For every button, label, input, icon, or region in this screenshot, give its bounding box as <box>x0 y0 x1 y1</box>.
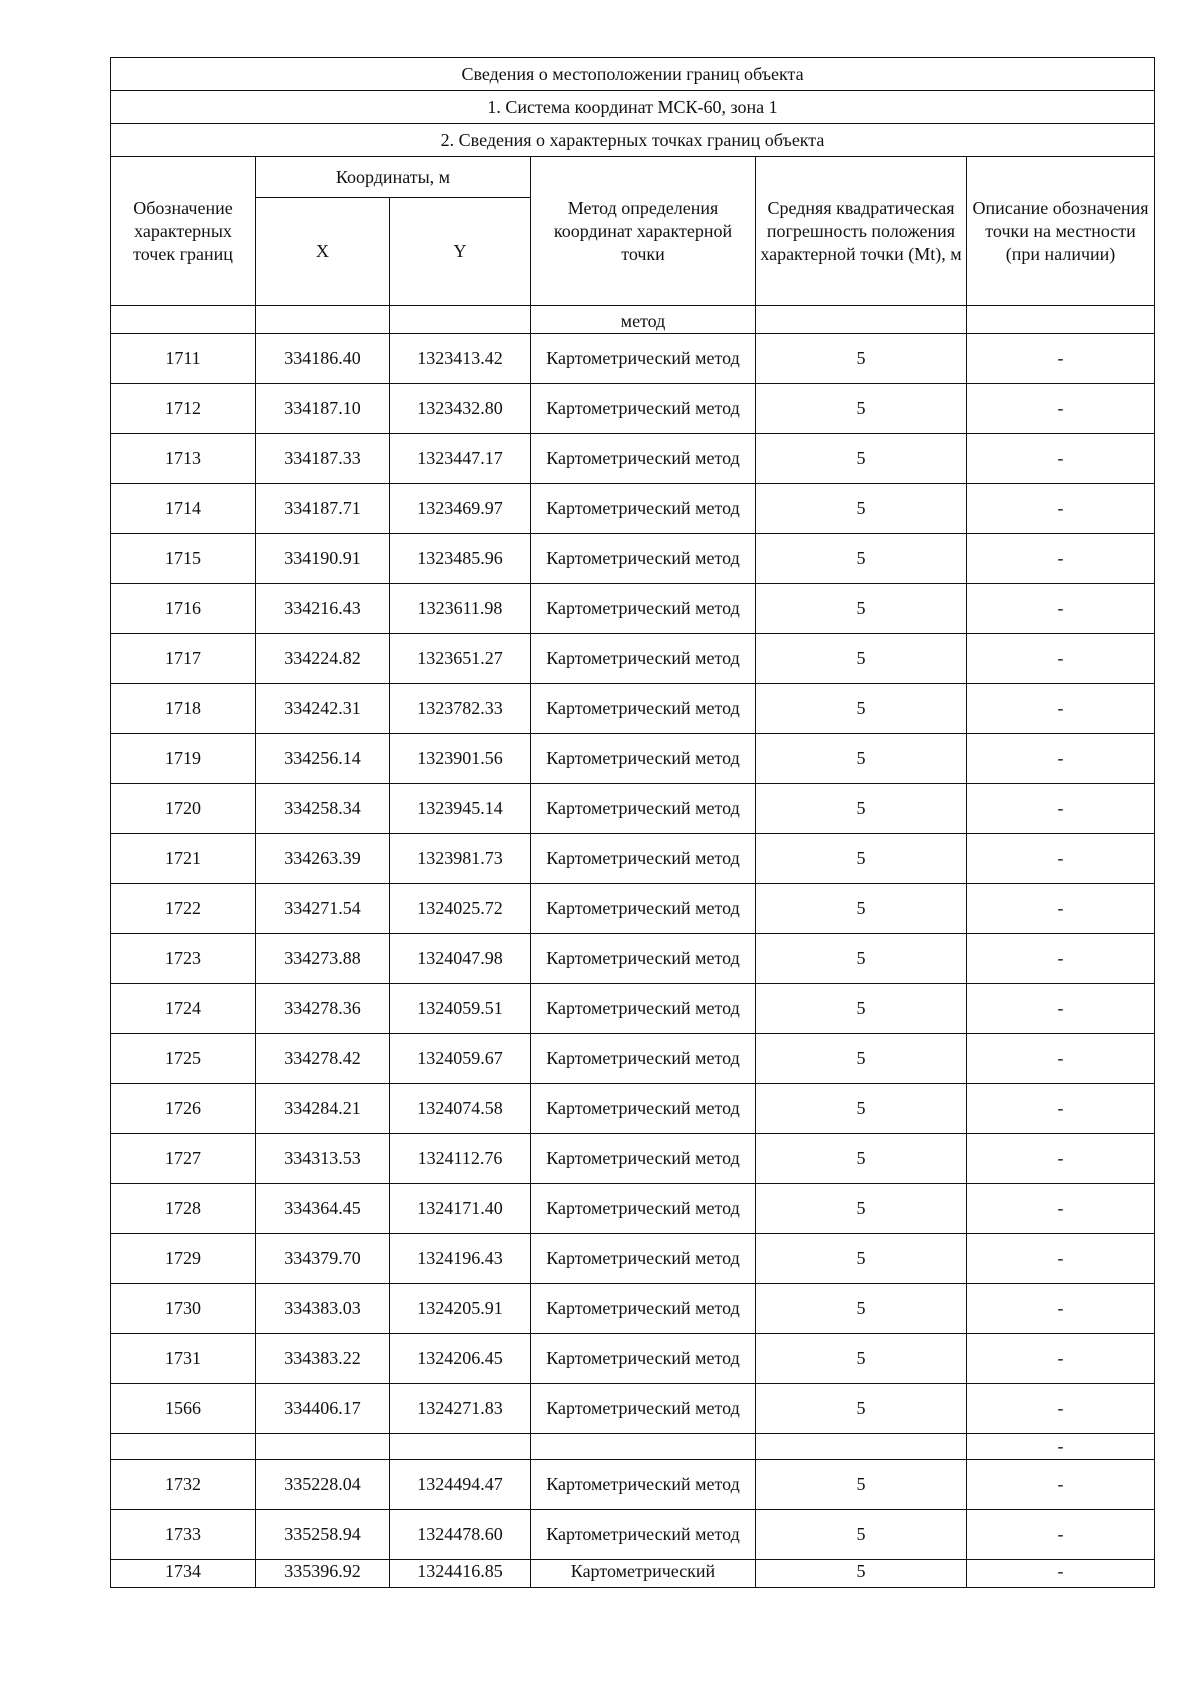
table-row <box>111 1384 1155 1434</box>
cell-y: 1323432.80 <box>390 384 531 434</box>
cell-point-id: 1729 <box>111 1234 256 1284</box>
cell-description: - <box>967 484 1155 534</box>
cell-x: 335228.04 <box>256 1460 390 1510</box>
cell-method: Картометрический метод <box>531 1234 756 1284</box>
cell-y: 1323485.96 <box>390 534 531 584</box>
cell-y: 1324416.85 <box>390 1560 531 1588</box>
cell-description: - <box>967 534 1155 584</box>
cell-x: 334379.70 <box>256 1234 390 1284</box>
cell-y: 1323447.17 <box>390 434 531 484</box>
cell-method: Картометрический метод <box>531 884 756 934</box>
table-row <box>111 1460 1155 1510</box>
cell-description: - <box>967 1460 1155 1510</box>
cell-description: - <box>967 584 1155 634</box>
cell-x: 334406.17 <box>256 1384 390 1434</box>
cell-method: Картометрический метод <box>531 684 756 734</box>
cell-point-id: 1727 <box>111 1134 256 1184</box>
cell-point-id: 1731 <box>111 1334 256 1384</box>
cell-x: 334271.54 <box>256 884 390 934</box>
cell-y: 1323782.33 <box>390 684 531 734</box>
cell-error: 5 <box>756 1510 967 1560</box>
cell-method: Картометрический метод <box>531 534 756 584</box>
cell-y: 1324112.76 <box>390 1134 531 1184</box>
title-row <box>111 58 1155 91</box>
cell-x: 334186.40 <box>256 334 390 384</box>
cell-description: - <box>967 634 1155 684</box>
cell-error: 5 <box>756 984 967 1034</box>
cell-empty <box>756 1434 967 1460</box>
cell-empty <box>531 1434 756 1460</box>
cell-x: 334187.10 <box>256 384 390 434</box>
cell-error: 5 <box>756 384 967 434</box>
cell-point-id: 1714 <box>111 484 256 534</box>
cell-method: Картометрический метод <box>531 984 756 1034</box>
table-row <box>111 1034 1155 1084</box>
cell-empty <box>390 306 531 334</box>
cell-method: Картометрический метод <box>531 1134 756 1184</box>
coordinate-system-title: 1. Система координат МСК-60, зона 1 <box>111 91 1155 124</box>
boundary-points-table <box>110 57 1155 1588</box>
cell-y: 1323651.27 <box>390 634 531 684</box>
cell-y: 1323945.14 <box>390 784 531 834</box>
separator-row <box>111 1434 1155 1460</box>
cell-method: Картометрический метод <box>531 1460 756 1510</box>
cell-method: Картометрический метод <box>531 634 756 684</box>
cell-method: Картометрический метод <box>531 334 756 384</box>
cell-error: 5 <box>756 684 967 734</box>
cell-point-id: 1728 <box>111 1184 256 1234</box>
cell-point-id: 1732 <box>111 1460 256 1510</box>
cell-y: 1324494.47 <box>390 1460 531 1510</box>
cell-description: - <box>967 1510 1155 1560</box>
cell-x: 334258.34 <box>256 784 390 834</box>
cell-error: 5 <box>756 1184 967 1234</box>
cell-description: - <box>967 1560 1155 1588</box>
cell-method: Картометрический метод <box>531 1034 756 1084</box>
table-row <box>111 1134 1155 1184</box>
cell-method: Картометрический метод <box>531 734 756 784</box>
cell-y: 1324271.83 <box>390 1384 531 1434</box>
cell-point-id: 1722 <box>111 884 256 934</box>
system-row <box>111 91 1155 124</box>
cell-method: Картометрический метод <box>531 484 756 534</box>
cell-error: 5 <box>756 1334 967 1384</box>
cell-error: 5 <box>756 534 967 584</box>
table-body <box>111 58 1155 1588</box>
cell-point-id: 1724 <box>111 984 256 1034</box>
cell-error: 5 <box>756 1284 967 1334</box>
table-row <box>111 984 1155 1034</box>
cell-description: - <box>967 1284 1155 1334</box>
table-row <box>111 684 1155 734</box>
cell-description: - <box>967 334 1155 384</box>
cell-description: - <box>967 1234 1155 1284</box>
cell-point-id: 1720 <box>111 784 256 834</box>
cell-point-id: 1730 <box>111 1284 256 1334</box>
table-row <box>111 784 1155 834</box>
cell-description: - <box>967 834 1155 884</box>
cell-empty <box>390 1434 531 1460</box>
cell-description: - <box>967 1384 1155 1434</box>
table-row <box>111 434 1155 484</box>
cell-description: - <box>967 734 1155 784</box>
table-row <box>111 534 1155 584</box>
table-row <box>111 1510 1155 1560</box>
header-x: X <box>256 198 390 306</box>
cell-point-id: 1715 <box>111 534 256 584</box>
cell-point-id: 1718 <box>111 684 256 734</box>
table-row <box>111 934 1155 984</box>
cell-x: 334278.36 <box>256 984 390 1034</box>
table-row <box>111 1284 1155 1334</box>
cell-point-id: 1733 <box>111 1510 256 1560</box>
cell-description: - <box>967 384 1155 434</box>
cell-error: 5 <box>756 334 967 384</box>
cell-y: 1324205.91 <box>390 1284 531 1334</box>
table-row <box>111 384 1155 434</box>
cell-x: 334284.21 <box>256 1084 390 1134</box>
cell-point-id: 1713 <box>111 434 256 484</box>
cell-empty <box>111 306 256 334</box>
cell-y: 1323469.97 <box>390 484 531 534</box>
table-row <box>111 334 1155 384</box>
cell-y: 1324059.67 <box>390 1034 531 1084</box>
cell-point-id: 1723 <box>111 934 256 984</box>
cell-description: - <box>967 1184 1155 1234</box>
cell-description: - <box>967 1434 1155 1460</box>
cell-point-id: 1717 <box>111 634 256 684</box>
cell-method: Картометрический метод <box>531 434 756 484</box>
header-coordinates: Координаты, м <box>256 157 531 198</box>
cell-x: 334313.53 <box>256 1134 390 1184</box>
cell-error: 5 <box>756 934 967 984</box>
cell-description: - <box>967 1034 1155 1084</box>
header-y: Y <box>390 198 531 306</box>
cell-method: метод <box>531 306 756 334</box>
cell-method: Картометрический метод <box>531 784 756 834</box>
cell-method: Картометрический метод <box>531 384 756 434</box>
cell-method: Картометрический метод <box>531 1384 756 1434</box>
cell-x: 334383.03 <box>256 1284 390 1334</box>
cell-error: 5 <box>756 884 967 934</box>
cell-description: - <box>967 1134 1155 1184</box>
cell-description: - <box>967 1334 1155 1384</box>
table-row <box>111 634 1155 684</box>
cell-y: 1323981.73 <box>390 834 531 884</box>
cell-x: 335258.94 <box>256 1510 390 1560</box>
cell-description: - <box>967 784 1155 834</box>
table-row <box>111 884 1155 934</box>
cell-error: 5 <box>756 434 967 484</box>
cell-error: 5 <box>756 1034 967 1084</box>
table-row <box>111 1334 1155 1384</box>
cell-x: 334242.31 <box>256 684 390 734</box>
cell-point-id: 1716 <box>111 584 256 634</box>
cell-y: 1324196.43 <box>390 1234 531 1284</box>
cell-y: 1324047.98 <box>390 934 531 984</box>
cell-description: - <box>967 434 1155 484</box>
cell-error: 5 <box>756 1460 967 1510</box>
table-row <box>111 484 1155 534</box>
cell-method: Картометрический метод <box>531 934 756 984</box>
cell-point-id: 1712 <box>111 384 256 434</box>
table-row <box>111 1084 1155 1134</box>
cell-method: Картометрический метод <box>531 834 756 884</box>
cell-point-id: 1726 <box>111 1084 256 1134</box>
cell-description: - <box>967 884 1155 934</box>
cell-error: 5 <box>756 634 967 684</box>
table-row <box>111 734 1155 784</box>
cell-x: 334216.43 <box>256 584 390 634</box>
cell-empty <box>967 306 1155 334</box>
cell-empty <box>111 1434 256 1460</box>
cell-description: - <box>967 684 1155 734</box>
cell-description: - <box>967 984 1155 1034</box>
points-section-title: 2. Сведения о характерных точках границ объекта <box>111 124 1155 157</box>
cell-y: 1324074.58 <box>390 1084 531 1134</box>
cell-x: 334278.42 <box>256 1034 390 1084</box>
cell-empty <box>756 306 967 334</box>
table-row <box>111 584 1155 634</box>
cell-method: Картометрический метод <box>531 1284 756 1334</box>
cell-y: 1324206.45 <box>390 1334 531 1384</box>
cell-y: 1323901.56 <box>390 734 531 784</box>
continuation-row <box>111 306 1155 334</box>
header-error: Средняя квадратическая погрешность положения характерной точки (Mt), м <box>756 157 967 306</box>
cell-empty <box>256 1434 390 1460</box>
cell-x: 334190.91 <box>256 534 390 584</box>
table-row <box>111 1234 1155 1284</box>
header-method: Метод определения координат характерной точки <box>531 157 756 306</box>
cell-y: 1324059.51 <box>390 984 531 1034</box>
cell-x: 334263.39 <box>256 834 390 884</box>
cell-error: 5 <box>756 834 967 884</box>
cell-method: Картометрический метод <box>531 1510 756 1560</box>
cell-y: 1324171.40 <box>390 1184 531 1234</box>
cell-empty <box>256 306 390 334</box>
cell-error: 5 <box>756 784 967 834</box>
cell-error: 5 <box>756 584 967 634</box>
cell-x: 334187.33 <box>256 434 390 484</box>
cell-x: 334187.71 <box>256 484 390 534</box>
cell-point-id: 1734 <box>111 1560 256 1588</box>
cell-y: 1323413.42 <box>390 334 531 384</box>
cell-y: 1324478.60 <box>390 1510 531 1560</box>
cell-method: Картометрический метод <box>531 1334 756 1384</box>
header-point-id: Обозначение характерных точек границ <box>111 157 256 306</box>
cell-description: - <box>967 1084 1155 1134</box>
cell-error: 5 <box>756 484 967 534</box>
header-row-1 <box>111 157 1155 198</box>
cell-x: 334364.45 <box>256 1184 390 1234</box>
table-row <box>111 1560 1155 1588</box>
cell-point-id: 1566 <box>111 1384 256 1434</box>
table-row <box>111 1184 1155 1234</box>
cell-point-id: 1721 <box>111 834 256 884</box>
cell-error: 5 <box>756 1234 967 1284</box>
cell-error: 5 <box>756 1384 967 1434</box>
cell-x: 334256.14 <box>256 734 390 784</box>
cell-x: 334224.82 <box>256 634 390 684</box>
header-description: Описание обозначения точки на местности (при наличии) <box>967 157 1155 306</box>
cell-method: Картометрический метод <box>531 1084 756 1134</box>
cell-description: - <box>967 934 1155 984</box>
cell-x: 334273.88 <box>256 934 390 984</box>
cell-method: Картометрический метод <box>531 1184 756 1234</box>
cell-point-id: 1711 <box>111 334 256 384</box>
cell-y: 1324025.72 <box>390 884 531 934</box>
cell-error: 5 <box>756 1084 967 1134</box>
cell-point-id: 1725 <box>111 1034 256 1084</box>
cell-x: 334383.22 <box>256 1334 390 1384</box>
cell-method: Картометрический <box>531 1560 756 1588</box>
table-row <box>111 834 1155 884</box>
cell-error: 5 <box>756 734 967 784</box>
cell-x: 335396.92 <box>256 1560 390 1588</box>
cell-point-id: 1719 <box>111 734 256 784</box>
cell-method: Картометрический метод <box>531 584 756 634</box>
table-title: Сведения о местоположении границ объекта <box>111 58 1155 91</box>
cell-error: 5 <box>756 1134 967 1184</box>
cell-error: 5 <box>756 1560 967 1588</box>
cell-y: 1323611.98 <box>390 584 531 634</box>
points-title-row <box>111 124 1155 157</box>
